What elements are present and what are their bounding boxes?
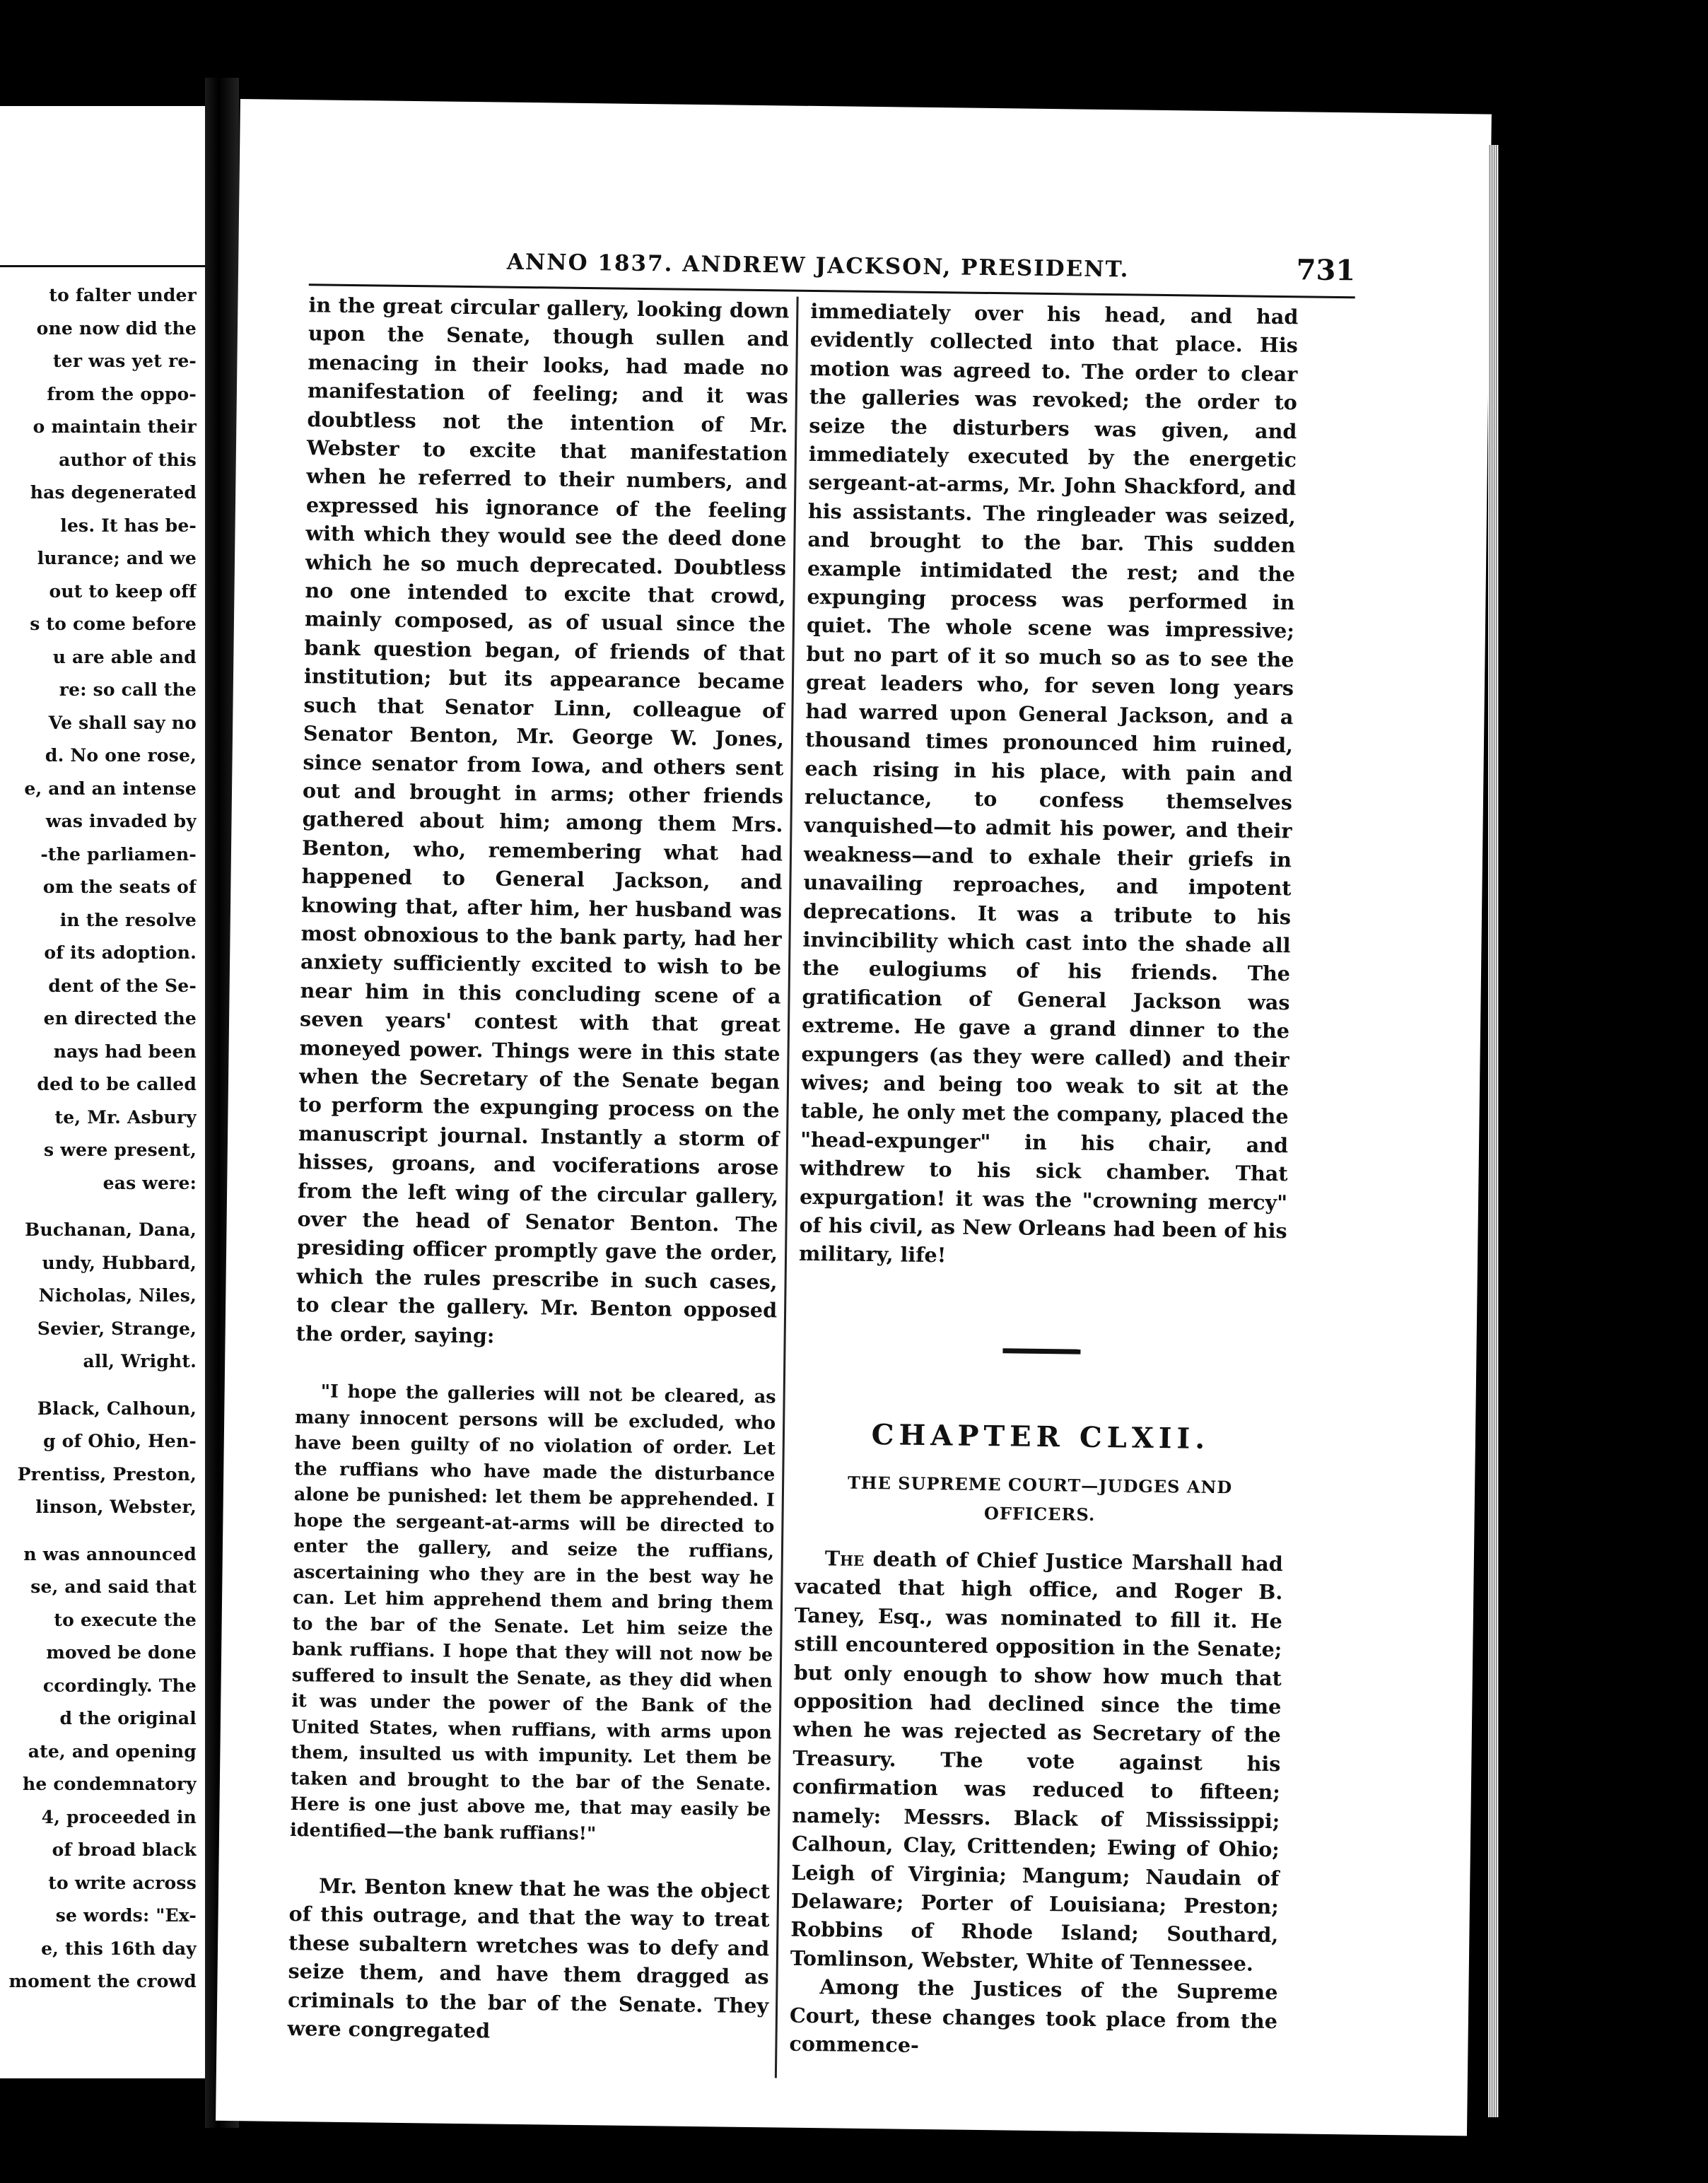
left-page-line: ded to be called [37, 1074, 197, 1094]
benton-quote [290, 1379, 776, 1849]
paragraph-taney [790, 1544, 1283, 1978]
left-page-line: e, and an intense [24, 778, 197, 799]
left-page-line: Buchanan, Dana, [25, 1219, 197, 1240]
quote-text: "I hope the galleries will not be cleared, as many innocent persons will be excluded, who have been guilty of no violation of order. Let the ruffians who have made the disturbance alone be punished: let them be apprehended. I hope the sergeant-at-arms will be directed to enter the gallery, and seize the ruffians, ascertaining who they are in the best way he can. Let him apprehend them and bring them to the bar of the Senate. Let him seize the bank ruffians. I hope that they will not now be suffered to insult the Senate, as they did when it was under the power of the Bank of the United States, when ruffians, with arms upon them, insulted us with impunity. Let them be taken and brought to the bar of the Senate. Here is one just above me, that may easily be identified—the bank ruffians!" [289, 1381, 776, 1844]
left-page-line: s were present, [44, 1140, 197, 1160]
left-page-line: se words: "Ex- [55, 1905, 197, 1926]
paragraph-justices: Among the Justices of the Supreme Court, these changes took place from the commence- [789, 1974, 1278, 2057]
left-page-line: to write across [48, 1872, 197, 1893]
left-page-line: to execute the [54, 1609, 197, 1630]
right-page [216, 99, 1492, 2136]
left-page-line: ate, and opening [28, 1740, 197, 1762]
left-page-line: Black, Calhoun, [37, 1398, 197, 1419]
text-column-left [287, 291, 789, 2049]
chapter-subtitle: THE SUPREME COURT—JUDGES AND OFFICERS. [847, 1472, 1233, 1525]
left-page-line: d the original [59, 1708, 197, 1728]
left-page-line: o maintain their [33, 416, 197, 437]
left-page-line: 4, proceeded in [41, 1806, 197, 1827]
left-page-line: u are able and [52, 646, 197, 667]
left-page-line: e, this 16th day [41, 1938, 197, 1959]
left-page-line: nays had been [53, 1041, 197, 1062]
left-page-line: moment the crowd [8, 1971, 197, 1991]
running-head-title: ANNO 1837. ANDREW JACKSON, PRESIDENT. [506, 249, 1130, 283]
left-page-line [0, 1200, 197, 1214]
paragraph-gallery: in the great circular gallery, looking down upon the Senate, though sullen and menacing in their looks, had made no manifestation of feeling; and it was doubtless not the intention of Mr. Webster to excite that manifestation when he referred to their numbers, and expressed his ignorance of the feeling with which they would see the deed done which he so much deprecated. Doubtless no one intended to excite that crowd, mainly composed, as of usual since the bank question began, of friends of that institution; but its appearance became such that Senator Linn, colleague of Senator Benton, Mr. George W. Jones, since senator from Iowa, and others sent out and brought in arms; other friends gathered about him; among them Mrs. Benton, who, remembering what had happened to General Jackson, and knowing that, after him, her husband was most obnoxious to the bank party, had her anxiety sufficiently excited to wish to be near him in this concluding scene of a seven years' contest with that great moneyed power. Things were in this state when the Secretary of the Senate began to perform the expunging process on the manuscript journal. Instantly a storm of hisses, groans, and vociferations arose from the left wing of the circular gallery, over the head of Senator Benton. The presiding officer promptly gave the order, which the rules prescribe in such cases, to clear the gallery. Mr. Benton opposed the order, saying: [296, 293, 790, 1348]
left-page-line: one now did the [36, 317, 197, 339]
page-number: 731 [1296, 253, 1356, 288]
left-page-line: from the oppo- [47, 383, 197, 404]
left-page-line: to falter under [49, 285, 197, 305]
left-page-line: d. No one rose, [45, 745, 197, 766]
left-page-line: he condemnatory [23, 1774, 197, 1794]
left-page-line: s to come before [30, 614, 197, 634]
left-page-line: of broad black [52, 1839, 197, 1860]
left-page-text [0, 279, 197, 1998]
left-page-line: les. It has be- [60, 515, 197, 536]
left-page-line: te, Mr. Asbury [54, 1106, 197, 1128]
left-page-line: eas were: [103, 1172, 197, 1193]
chapter-title: CHAPTER CLXII. [871, 1417, 1210, 1456]
paragraph-lead-word: The [824, 1546, 865, 1571]
left-page-line: linson, Webster, [35, 1497, 197, 1517]
left-page-line: dent of the Se- [48, 975, 197, 996]
paragraph-expunging: immediately over his head, and had evidently collected into that place. His motion was agreed to. The order to clear the galleries was revoked; the order to seize the disturbers was given, and immediately executed by the energetic sergeant-at-arms, Mr. John Shackford, and his assistants. The ringleader was seized, and brought to the bar. This sudden example intimidated the rest; and the expunging process was performed in quiet. The whole scene was impressive; but no part of it so much so as to see the great leaders who, for seven long years had warred upon General Jackson, and a thousand times pronounced him ruined, each rising in his place, with pain and reluctance, to confess themselves vanquished—to admit his power, and their weakness—and to exhale their griefs in unavailing reproaches, and impotent deprecations. It was a tribute to his invincibility which cast into the shade all the eulogiums of his friends. The gratification of General Jackson was extreme. He gave a grand dinner to the expungers (as they were called) and their wives; and being too weak to sit at the table, he only met the company, placed the "head-expunger" in his chair, and withdrew to his sick chamber. That expurgation! it was the "crowning mercy" of his civil, as New Orleans had been of his military, life! [798, 298, 1299, 1268]
left-page-line: lurance; and we [37, 548, 197, 568]
left-page-line: all, Wright. [83, 1351, 197, 1371]
left-page-line [0, 1524, 197, 1538]
left-page-line: Nicholas, Niles, [38, 1285, 197, 1306]
left-page-line: in the resolve [59, 909, 197, 930]
left-header-rule [0, 265, 205, 267]
left-page-line: om the seats of [42, 877, 197, 897]
left-page-line: moved be done [46, 1642, 197, 1663]
left-page-line: se, and said that [30, 1576, 197, 1597]
left-page-line: re: so call the [59, 679, 197, 700]
book-fore-edge [1488, 145, 1499, 2117]
section-rule [1002, 1348, 1080, 1354]
left-page-fragment [0, 106, 205, 2078]
left-page-line: has degenerated [30, 482, 197, 503]
left-page-line: of its adoption. [44, 942, 197, 963]
paragraph-taney-text: death of Chief Justice Marshall had vacated that high office, and Roger B. Taney, Esq., was nominated to fill it. He still encountered opposition in the Senate; but only enough to show how much that opposition had declined since the time when he was rejected as Secretary of the Treasury. The vote against his confirmation was reduced to fifteen; namely: Messrs. Black of Mississippi; Calhoun, Clay, Crittenden; Ewing of Ohio; Leigh of Virginia; Mangum; Naudain of Delaware; Porter of Louisiana; Preston; Robbins of Rhode Island; Southard, Tomlinson, Webster, White of Tennessee. [790, 1547, 1284, 1976]
left-page-line: Ve shall say no [48, 712, 197, 733]
left-page-line: en directed the [43, 1008, 197, 1029]
left-page-line: ter was yet re- [53, 351, 197, 371]
left-page-line: out to keep off [49, 580, 197, 602]
left-page-line: ccordingly. The [42, 1675, 197, 1696]
paragraph-benton: Mr. Benton knew that he was the object of this outrage, and that the way to treat these subaltern wretches was to defy and seize them, and have them dragged as criminals to the bar of the Senate. They were congregated [287, 1873, 771, 2043]
left-page-line: Prentiss, Preston, [17, 1463, 197, 1485]
left-page-line: g of Ohio, Hen- [43, 1431, 197, 1451]
left-page-line [0, 1379, 197, 1393]
text-column-right [789, 297, 1298, 2064]
left-page-line: Sevier, Strange, [37, 1318, 197, 1339]
left-page-line: n was announced [23, 1543, 197, 1564]
left-page-line: -the parliamen- [40, 843, 197, 865]
left-page-line: was invaded by [45, 811, 197, 831]
left-page-line: undy, Hubbard, [42, 1252, 197, 1273]
running-head [309, 241, 1356, 298]
left-page-line: author of this [59, 449, 197, 470]
